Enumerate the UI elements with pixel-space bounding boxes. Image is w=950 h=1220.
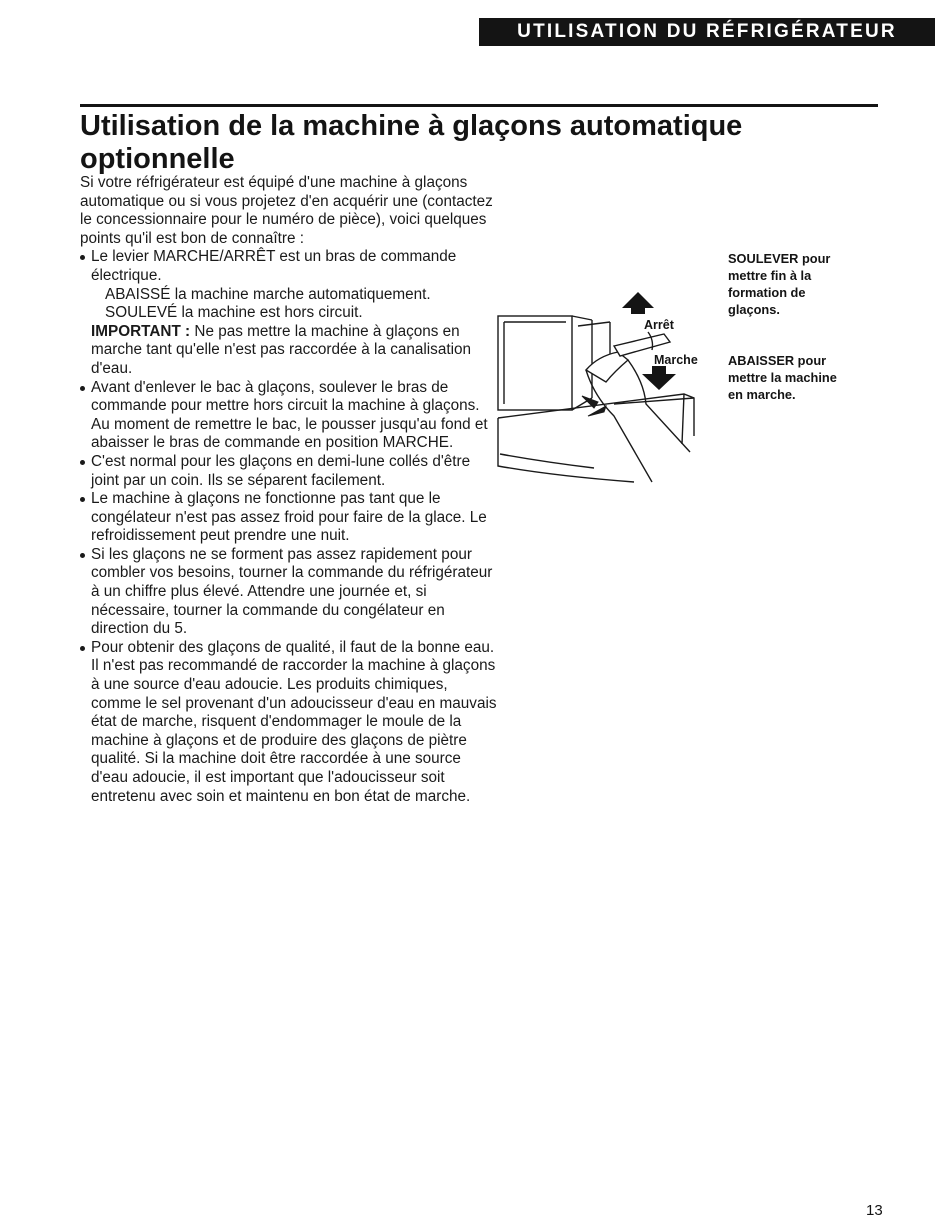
down-arrow-icon: [642, 366, 676, 390]
bullet-lever: Le levier MARCHE/ARRÊT est un bras de commande électrique.: [80, 248, 500, 285]
lever-raised-text: SOULEVÉ la machine est hors circuit.: [105, 304, 363, 322]
page-number: 13: [866, 1202, 883, 1219]
important-note: [80, 323, 500, 379]
important-label: IMPORTANT :: [91, 322, 191, 340]
bullet-freezer-cold: Le machine à glaçons ne fonctionne pas tant que le congélateur n'est pas assez froid pour faire de la glace. Le refroidissement peut prendre une nuit.: [80, 490, 500, 546]
up-arrow-icon: [622, 292, 654, 314]
caption-lower: ABAISSER pour mettre la machine en marche.: [728, 353, 837, 402]
bullet-remove-bin: Avant d'enlever le bac à glaçons, soulever le bras de commande pour mettre hors circuit la machine à glaçons. Au moment de remettre le bac, le pousser jusqu'au fond et abaisser le bras de commande en position MARCHE.: [80, 379, 500, 453]
ice-maker-illustration: [494, 286, 714, 491]
bullet-slow-production: Si les glaçons ne se forment pas assez rapidement pour combler vos besoins, tourner la commande du réfrigérateur à un chiffre plus élevé. Attendre une journée et, si nécessaire, tourner la commande du congélateur en direction du 5.: [80, 546, 500, 639]
important-text: Ne pas mettre la machine à glaçons en marche tant qu'elle n'est pas raccordée à la canalisation d'eau.: [91, 322, 471, 377]
bullet-water-quality: Pour obtenir des glaçons de qualité, il faut de la bonne eau. Il n'est pas recommandé de raccorder la machine à glaçons à une source d'eau adoucie. Les produits chimiques, comme le sel provenant d'un adoucisseur d'eau en mauvais état de marche, risquent d'endommager le moule de la machine à glaçons et de produire des glaçons de piètre qualité. Si la machine doit être raccordée à une source d'eau adoucie, il est important que l'adoucisseur soit entretenu avec soin et maintenu en bon état de marche.: [80, 639, 500, 806]
intro-paragraph: Si votre réfrigérateur est équipé d'une machine à glaçons automatique ou si vous projetez d'en acquérir une (contactez le concessionnaire pour le numéro de pièce), voici quelques points qu'il est bon de connaître :: [80, 174, 493, 247]
ice-maker-drawing: [494, 286, 714, 491]
section-header: UTILISATION DU RÉFRIGÉRATEUR: [479, 18, 935, 46]
bullet-cubes-joined: C'est normal pour les glaçons en demi-lune collés d'être joint par un coin. Ils se séparent facilement.: [80, 453, 500, 490]
label-on: Marche: [654, 353, 698, 367]
caption-raise: SOULEVER pour mettre fin à la formation de glaçons.: [728, 251, 831, 317]
page-title: Utilisation de la machine à glaçons automatique optionnelle: [80, 110, 743, 175]
body-text: [80, 174, 500, 806]
label-off: Arrêt: [644, 318, 674, 332]
lever-lowered-text: ABAISSÉ la machine marche automatiquement.: [105, 285, 431, 303]
title-rule: [80, 104, 878, 107]
